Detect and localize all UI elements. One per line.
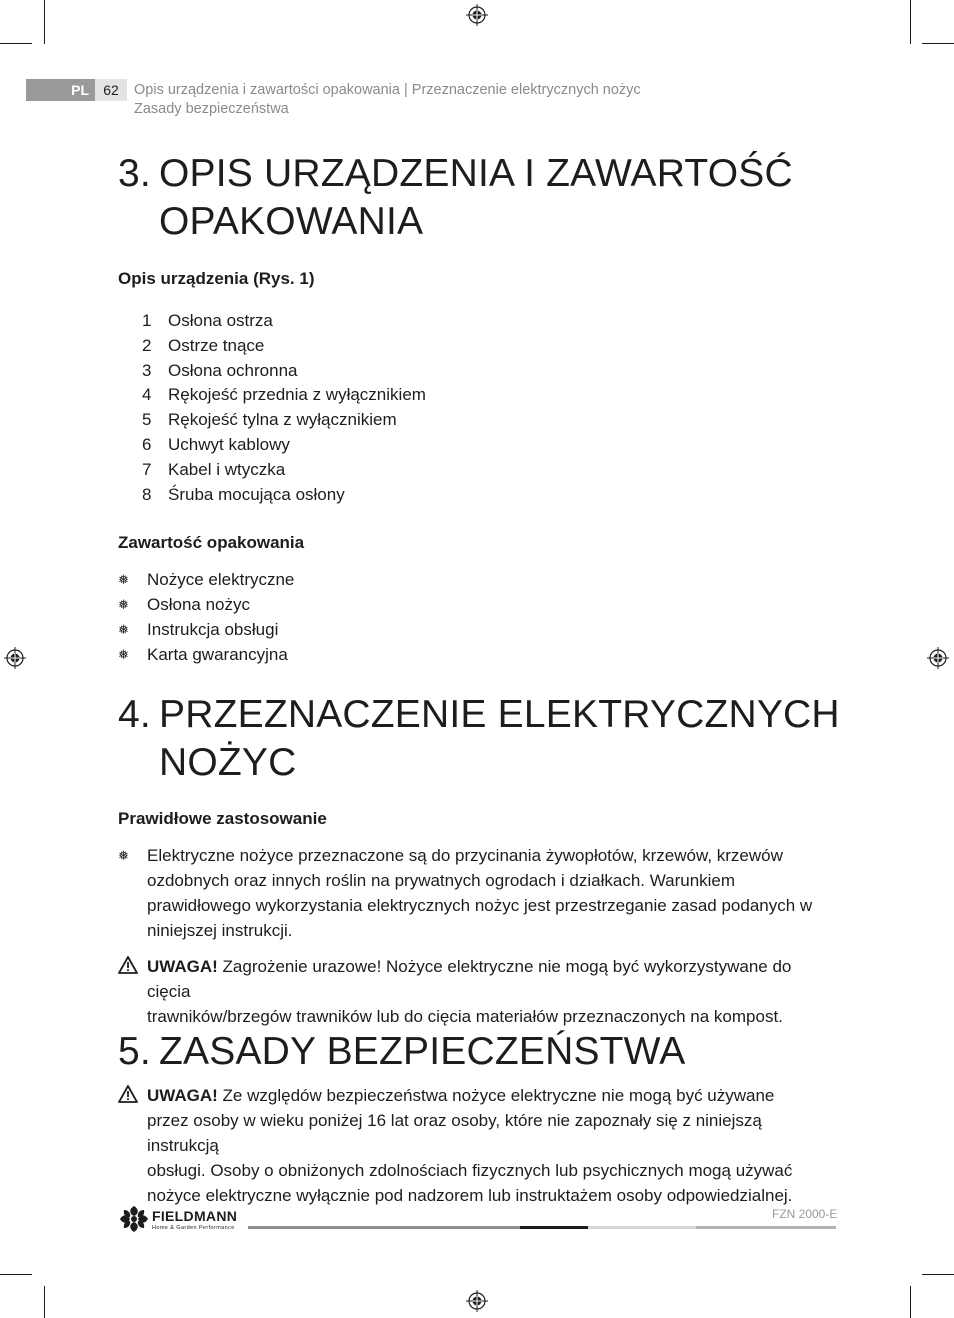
section-number: 4.	[118, 693, 151, 736]
item-number: 6	[142, 434, 152, 454]
list-item	[142, 433, 426, 458]
paragraph-line	[147, 954, 838, 1004]
crop-mark	[910, 0, 911, 44]
snowflake-bullet-icon: ❅	[118, 572, 129, 587]
paragraph-line: przez osoby w wieku poniżej 16 lat oraz osoby, które nie zapoznały się z niniejszą instrukcją	[147, 1111, 762, 1155]
running-header	[134, 81, 641, 119]
section-number: 5.	[118, 1030, 151, 1073]
warning-label: UWAGA!	[147, 1086, 218, 1105]
package-contents-list	[118, 567, 294, 667]
model-number: FZN 2000-E	[772, 1207, 838, 1221]
warning-paragraph	[118, 954, 838, 1029]
item-label: Rękojeść przednia z wyłącznikiem	[168, 385, 426, 405]
crop-mark	[44, 1286, 45, 1318]
proper-use-paragraph	[118, 843, 838, 943]
list-item	[118, 567, 294, 592]
list-item	[142, 309, 426, 334]
paragraph-line	[147, 1083, 838, 1108]
item-label: Instrukcja obsługi	[147, 620, 279, 639]
brand-tagline: Home & Garden Performance	[152, 1225, 235, 1231]
fieldmann-logo-icon	[117, 1205, 151, 1233]
item-label: Osłona ochronna	[168, 360, 298, 380]
list-item	[142, 458, 426, 483]
item-label: Kabel i wtyczka	[168, 459, 286, 479]
registration-mark-icon	[466, 1290, 488, 1312]
list-item	[142, 359, 426, 384]
item-label: Osłona nożyc	[147, 595, 250, 614]
warning-triangle-icon	[118, 955, 138, 975]
item-label: Rękojeść tylna z wyłącznikiem	[168, 410, 397, 430]
device-description-heading: Opis urządzenia (Rys. 1)	[118, 269, 315, 288]
warning-text: Ze względów bezpieczeństwa nożyce elektryczne nie mogą być używane	[217, 1086, 775, 1105]
crop-mark	[910, 1286, 911, 1318]
warning-triangle-icon	[118, 1084, 138, 1104]
footer-divider	[588, 1226, 696, 1229]
list-item	[142, 334, 426, 359]
section-4-title	[118, 691, 840, 787]
paragraph-line: obsługi. Osoby o obniżonych zdolnościach fizycznych lub psychicznych mogą używać	[147, 1161, 793, 1180]
item-label: Karta gwarancyjna	[147, 645, 288, 664]
crop-mark	[922, 1274, 954, 1275]
language-tab: PL	[26, 79, 95, 101]
item-number: 8	[142, 484, 152, 504]
section-title-line: PRZEZNACZENIE ELEKTRYCZNYCH	[159, 693, 840, 736]
section-number: 3.	[118, 152, 151, 195]
registration-mark-icon	[4, 647, 26, 669]
item-label: Nożyce elektryczne	[147, 570, 295, 589]
footer-divider	[520, 1226, 588, 1229]
paragraph-line: Elektryczne nożyce przeznaczone są do przycinania żywopłotów, krzewów, krzewów	[147, 846, 783, 865]
section-5-title	[118, 1028, 685, 1076]
crop-mark	[922, 43, 954, 44]
warning-text: Zagrożenie urazowe! Nożyce elektryczne nie mogą być wykorzystywane do cięcia	[147, 957, 792, 1001]
footer-divider	[248, 1226, 520, 1229]
section-title-line: NOŻYC	[159, 741, 297, 784]
list-item	[118, 642, 294, 667]
item-label: Uchwyt kablowy	[168, 434, 290, 454]
list-item	[142, 408, 426, 433]
proper-use-heading: Prawidłowe zastosowanie	[118, 809, 327, 828]
page-number: 62	[95, 79, 127, 101]
crop-mark	[0, 43, 32, 44]
item-number: 1	[142, 311, 152, 330]
list-item	[142, 483, 426, 508]
registration-mark-icon	[927, 647, 949, 669]
section-title-line: OPIS URZĄDZENIA I ZAWARTOŚĆ	[159, 152, 793, 195]
safety-warning-paragraph	[118, 1083, 838, 1208]
section-3-title	[118, 150, 793, 246]
list-item	[118, 617, 294, 642]
item-label: Śruba mocująca osłony	[168, 484, 345, 504]
crop-mark	[44, 0, 45, 44]
brand-logo-text: FIELDMANN	[152, 1208, 238, 1224]
list-item	[118, 592, 294, 617]
item-number: 4	[142, 385, 152, 405]
item-label: Osłona ostrza	[168, 311, 273, 330]
registration-mark-icon	[466, 4, 488, 26]
paragraph-line: ozdobnych oraz innych roślin na prywatnych ogrodach i działkach. Warunkiem	[147, 871, 736, 890]
crop-mark	[0, 1274, 32, 1275]
paragraph-line: trawników/brzegów trawników lub do cięcia materiałów przeznaczonych na kompost.	[147, 1007, 783, 1026]
paragraph-line: niniejszej instrukcji.	[147, 921, 293, 940]
item-number: 2	[142, 335, 152, 355]
parts-list	[142, 309, 426, 507]
paragraph-line: nożyce elektryczne wyłącznie pod nadzorem lub instruktażem osoby odpowiedzialnej.	[147, 1186, 793, 1205]
paragraph-line: prawidłowego wykorzystania elektrycznych nożyc jest przestrzeganie zasad podanych w	[147, 896, 813, 915]
section-title-line: ZASADY BEZPIECZEŃSTWA	[159, 1030, 686, 1073]
item-number: 7	[142, 459, 152, 479]
running-header-line: Zasady bezpieczeństwa	[134, 101, 289, 117]
warning-label: UWAGA!	[147, 957, 218, 976]
section-title-line: OPAKOWANIA	[159, 200, 424, 243]
snowflake-bullet-icon: ❅	[118, 597, 129, 612]
package-contents-heading: Zawartość opakowania	[118, 533, 305, 552]
snowflake-bullet-icon: ❅	[118, 622, 129, 637]
snowflake-bullet-icon: ❅	[118, 848, 129, 863]
item-number: 5	[142, 410, 152, 430]
running-header-line: Opis urządzenia i zawartości opakowania | Przeznaczenie elektrycznych nożyc	[134, 82, 641, 98]
item-label: Ostrze tnące	[168, 335, 265, 355]
snowflake-bullet-icon: ❅	[118, 647, 129, 662]
item-number: 3	[142, 360, 152, 380]
footer-divider	[696, 1226, 836, 1229]
list-item	[142, 383, 426, 408]
